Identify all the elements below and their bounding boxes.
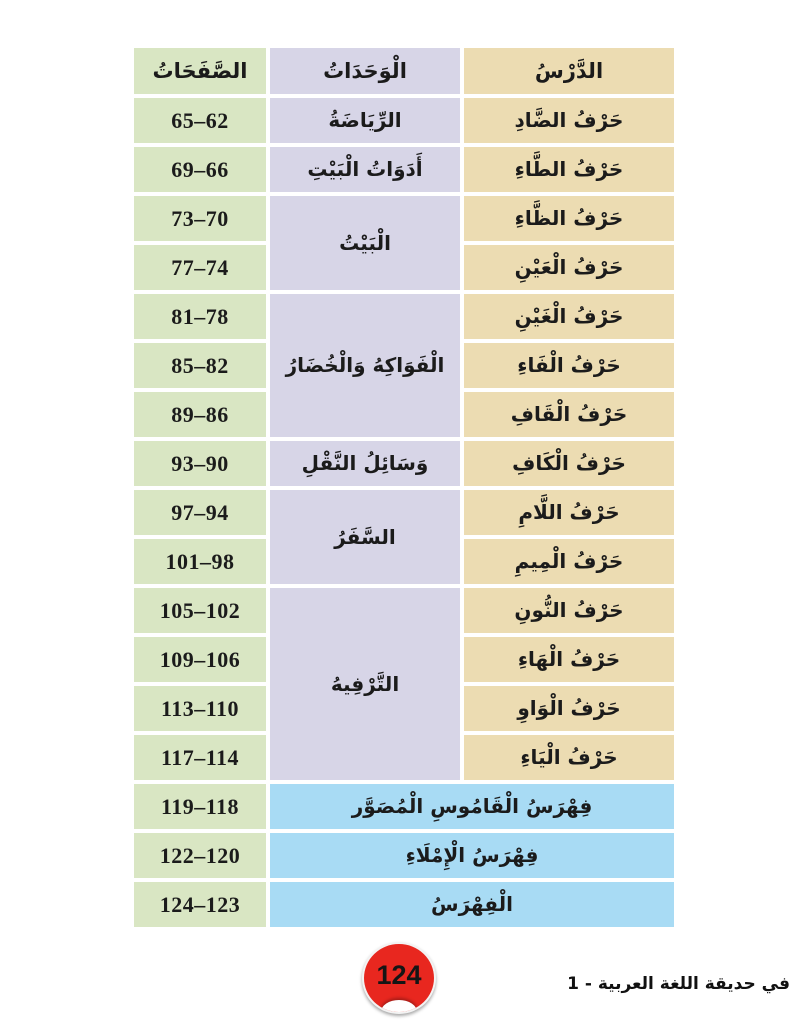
table-row [134,441,674,486]
lesson-cell: حَرْفُ الْيَاءِ [464,735,674,780]
pages-cell: 109–106 [134,637,266,682]
header-pages: الصَّفَحَاتُ [134,48,266,94]
lesson-cell: حَرْفُ اللَّامِ [464,490,674,535]
lesson-cell: حَرْفُ الْهَاءِ [464,637,674,682]
lesson-cell: حَرْفُ الْمِيمِ [464,539,674,584]
lesson-cell: حَرْفُ النُّونِ [464,588,674,633]
pages-cell: 113–110 [134,686,266,731]
index-cell: فِهْرَسُ الْقَامُوسِ الْمُصَوَّر [270,784,674,829]
table-row [134,882,674,927]
toc-header-row [134,48,674,94]
header-units: الْوَحَدَاتُ [270,48,460,94]
toc-table [130,44,678,931]
lesson-cell: حَرْفُ الْغَيْنِ [464,294,674,339]
unit-cell: أَدَوَاتُ الْبَيْتِ [270,147,460,192]
pages-cell: 69–66 [134,147,266,192]
table-row [134,784,674,829]
pages-cell: 117–114 [134,735,266,780]
pages-cell: 77–74 [134,245,266,290]
table-row [134,98,674,143]
header-lesson: الدَّرْسُ [464,48,674,94]
pages-cell: 101–98 [134,539,266,584]
pages-cell: 89–86 [134,392,266,437]
pages-cell: 93–90 [134,441,266,486]
unit-cell: الْفَوَاكِهُ وَالْخُضَارُ [270,294,460,437]
page-number-badge [362,942,436,1014]
lesson-cell: حَرْفُ الطَّاءِ [464,147,674,192]
index-cell: فِهْرَسُ الْإِمْلَاءِ [270,833,674,878]
table-row [134,196,674,241]
lesson-cell: حَرْفُ الْوَاوِ [464,686,674,731]
table-row [134,490,674,535]
lesson-cell: حَرْفُ الْعَيْنِ [464,245,674,290]
pages-cell: 81–78 [134,294,266,339]
lesson-cell: حَرْفُ الظَّاءِ [464,196,674,241]
unit-cell: السَّفَرُ [270,490,460,584]
index-cell: الْفِهْرَسُ [270,882,674,927]
page-curl-notch [381,1000,417,1014]
unit-cell: الْبَيْتُ [270,196,460,290]
table-row [134,147,674,192]
page-number: 124 [376,959,422,990]
lesson-cell: حَرْفُ الْقَافِ [464,392,674,437]
lesson-cell: حَرْفُ الضَّادِ [464,98,674,143]
lesson-cell: حَرْفُ الْكَافِ [464,441,674,486]
lesson-cell: حَرْفُ الْفَاءِ [464,343,674,388]
pages-cell: 105–102 [134,588,266,633]
unit-cell: وَسَائِلُ النَّقْلِ [270,441,460,486]
pages-cell: 65–62 [134,98,266,143]
table-row [134,833,674,878]
book-title: في حديقة اللغة العربية - 1 [567,974,790,994]
unit-cell: الرِّيَاضَةُ [270,98,460,143]
pages-cell: 73–70 [134,196,266,241]
pages-cell: 119–118 [134,784,266,829]
pages-cell: 85–82 [134,343,266,388]
pages-cell: 124–123 [134,882,266,927]
pages-cell: 122–120 [134,833,266,878]
table-row [134,294,674,339]
table-row [134,588,674,633]
pages-cell: 97–94 [134,490,266,535]
unit-cell: التَّرْفِيهُ [270,588,460,780]
